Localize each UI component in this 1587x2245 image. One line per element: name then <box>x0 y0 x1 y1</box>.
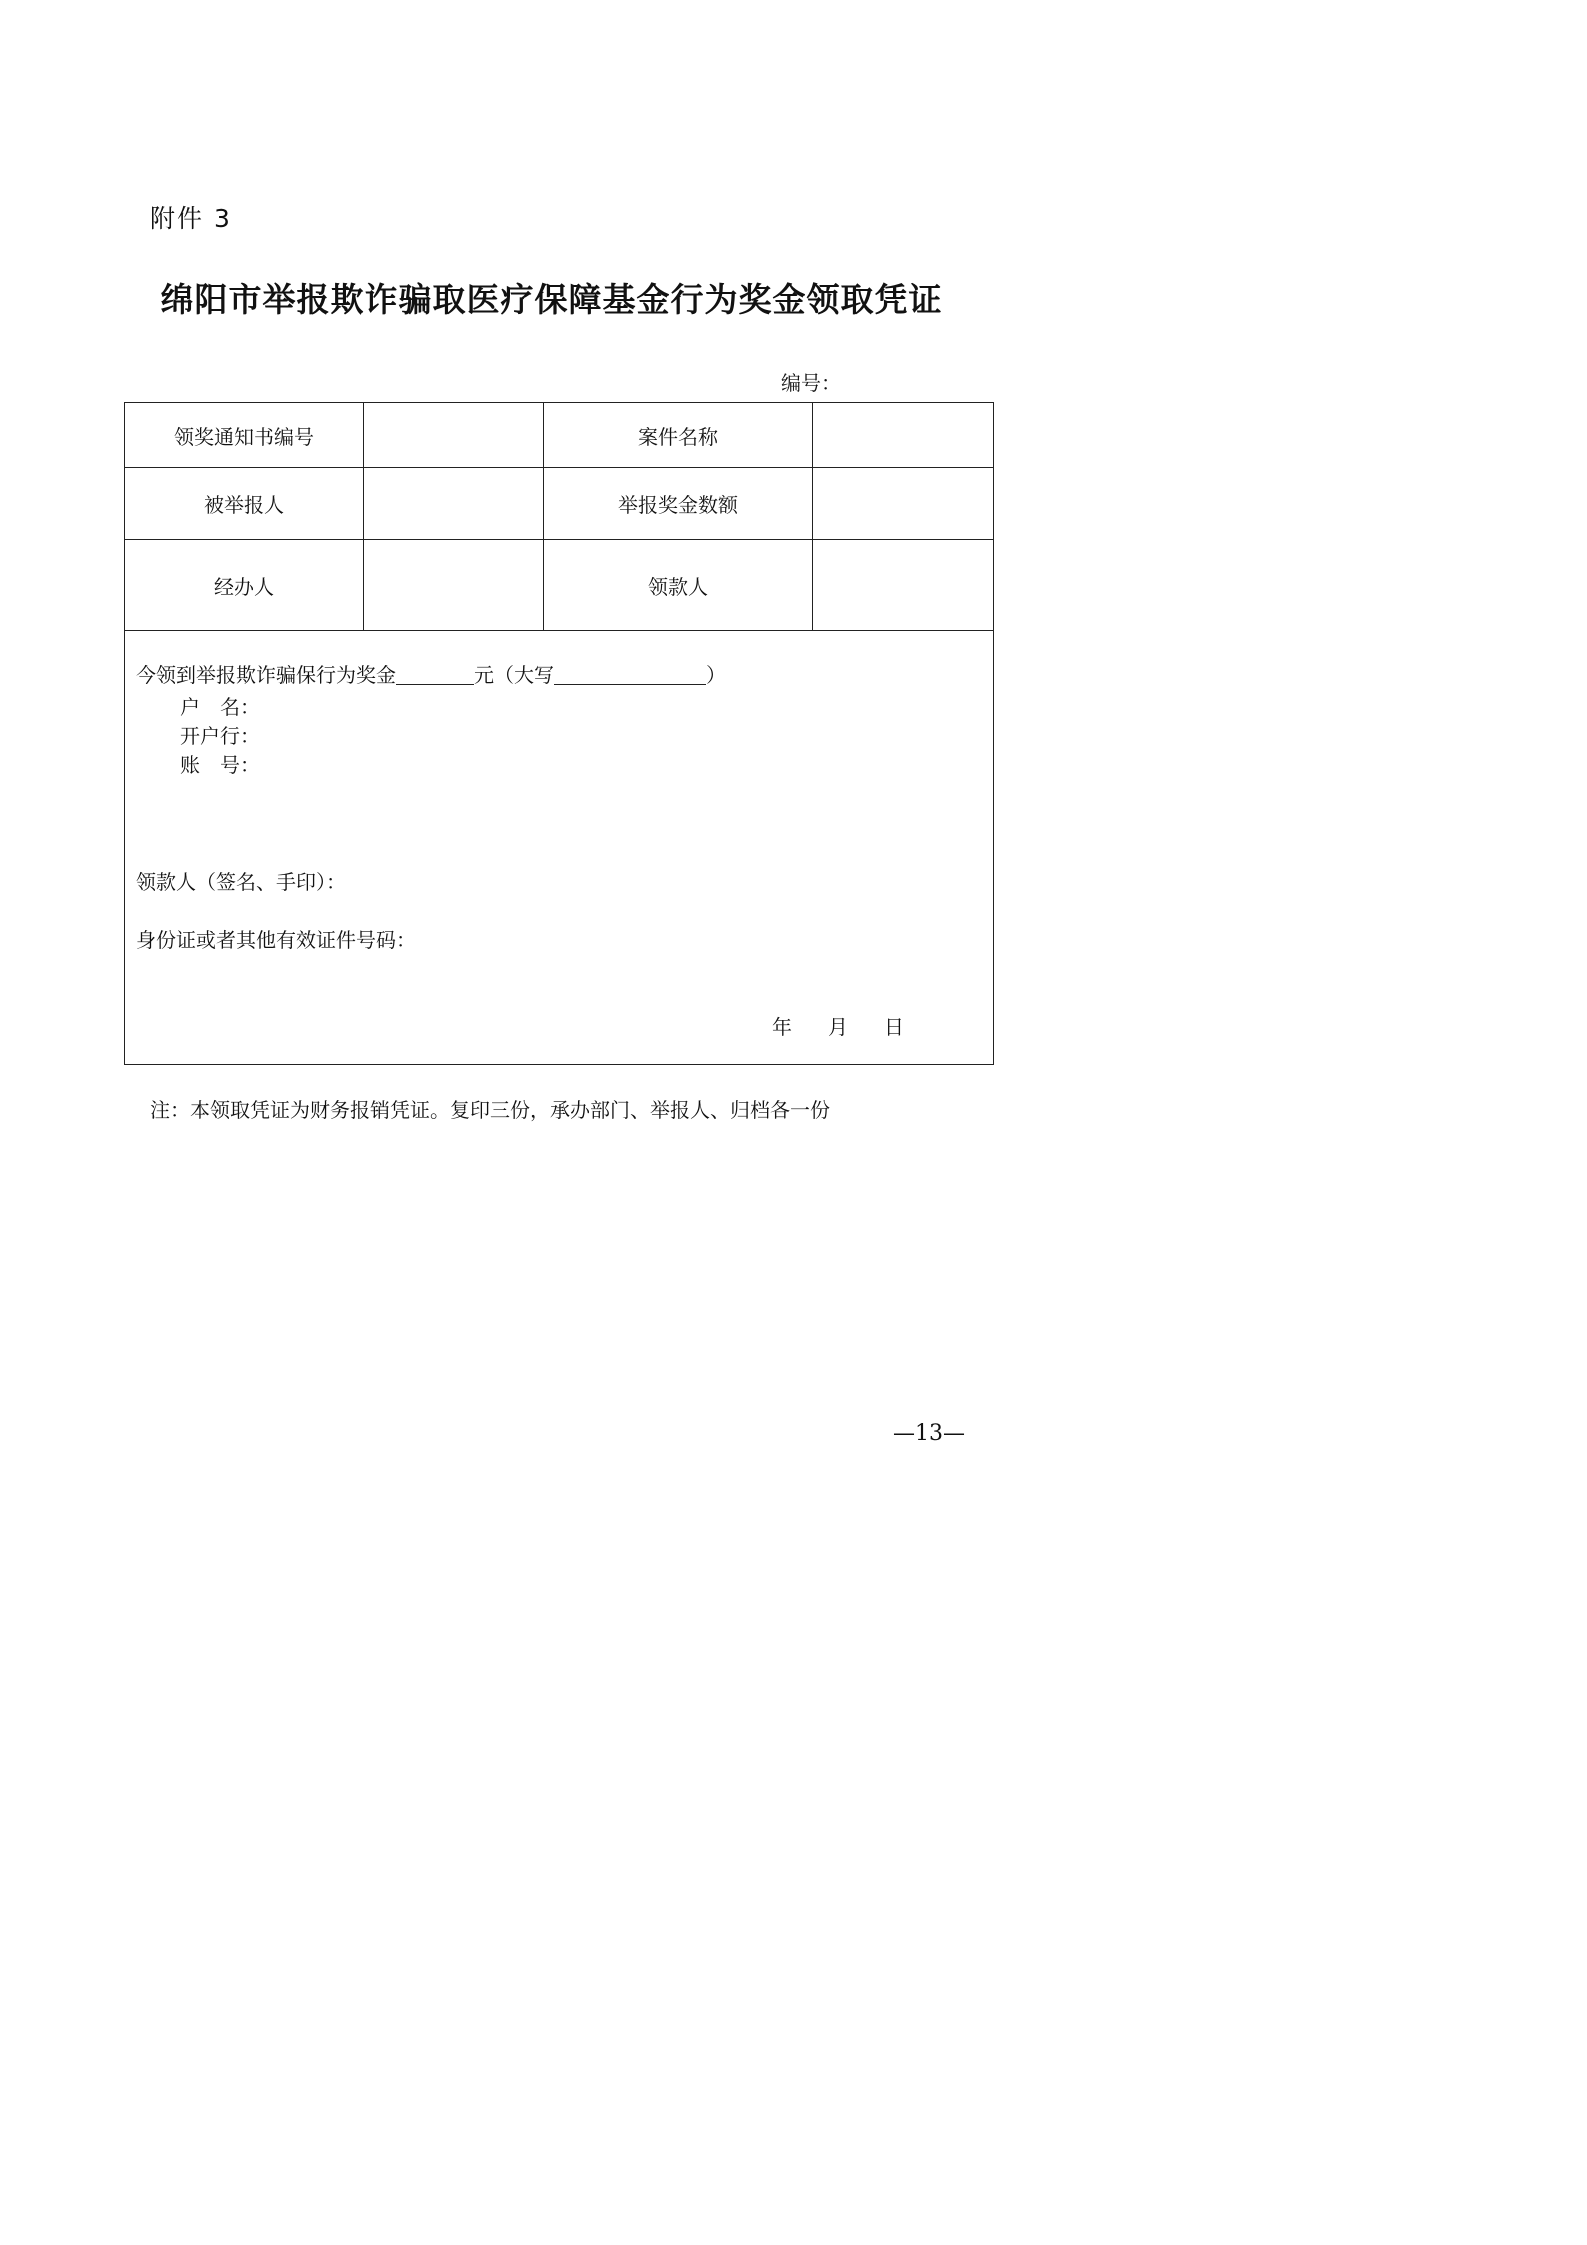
reward-amount-value[interactable] <box>813 468 994 540</box>
date-line <box>772 1011 904 1040</box>
date-year: 年 <box>772 1015 792 1039</box>
table-row <box>125 468 994 540</box>
recipient-value[interactable] <box>813 540 994 631</box>
serial-number-label: 编号： <box>781 371 841 395</box>
receipt-prefix: 今领到举报欺诈骗保行为奖金 <box>136 663 396 687</box>
footnote: 注：本领取凭证为财务报销凭证。复印三份，承办部门、举报人、归档各一份 <box>150 1098 830 1122</box>
table-row <box>125 540 994 631</box>
receipt-row <box>125 631 994 1065</box>
reward-amount-label: 举报奖金数额 <box>544 468 813 540</box>
table-row <box>125 403 994 468</box>
attachment-label: 附件 3 <box>150 204 232 233</box>
voucher-table <box>124 402 994 1065</box>
reported-person-label: 被举报人 <box>125 468 364 540</box>
bank-label: 开户行： <box>180 724 260 748</box>
close-paren: ） <box>706 663 726 687</box>
handler-label: 经办人 <box>125 540 364 631</box>
case-name-value[interactable] <box>813 403 994 468</box>
date-month: 月 <box>828 1015 848 1039</box>
yuan-text: 元（大写 <box>474 663 554 687</box>
receipt-statement <box>136 659 726 688</box>
id-number-label: 身份证或者其他有效证件号码： <box>136 928 416 952</box>
document-title: 绵阳市举报欺诈骗取医疗保障基金行为奖金领取凭证 <box>160 280 943 319</box>
amount-capital-blank[interactable] <box>554 664 706 685</box>
notice-number-label: 领奖通知书编号 <box>125 403 364 468</box>
amount-blank[interactable] <box>396 664 474 685</box>
reported-person-value[interactable] <box>364 468 544 540</box>
date-day: 日 <box>884 1015 904 1039</box>
case-name-label: 案件名称 <box>544 403 813 468</box>
account-number-label: 账 号： <box>180 753 260 777</box>
notice-number-value[interactable] <box>364 403 544 468</box>
signature-label: 领款人（签名、手印）： <box>136 870 346 894</box>
receipt-body <box>125 631 994 1065</box>
account-name-label: 户 名： <box>180 695 260 719</box>
recipient-label: 领款人 <box>544 540 813 631</box>
handler-value[interactable] <box>364 540 544 631</box>
page-number: —13— <box>893 1421 965 1446</box>
